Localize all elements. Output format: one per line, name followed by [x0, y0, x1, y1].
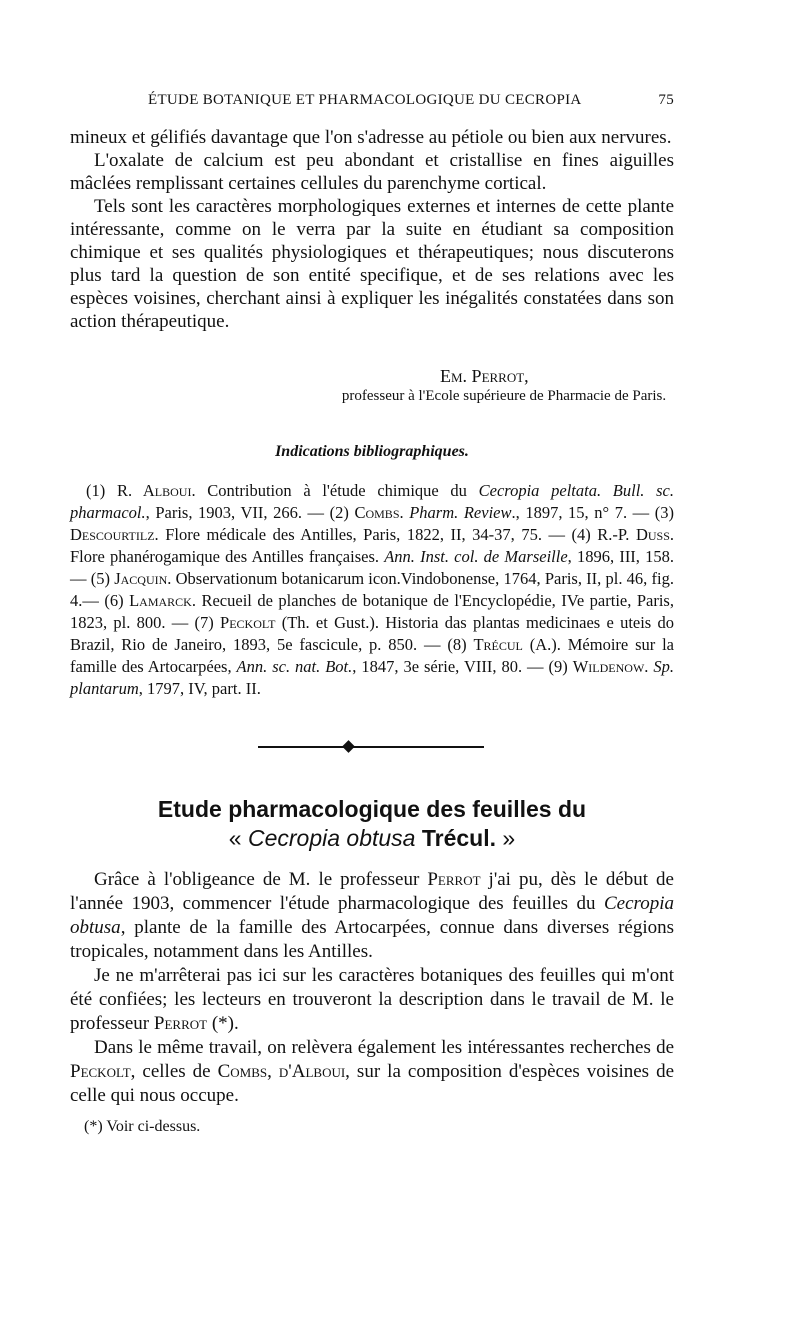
paragraph — [70, 1036, 674, 1108]
paragraph: L'oxalate de calcium est peu abondant et cristallise en fines aiguilles mâclées remplissant certaines cellules du parenchyme cortical. — [70, 150, 674, 194]
text-run: , plante de la famille des Artocarpées, connue dans diverses régions tropicales, notamment dans les Antilles. — [70, 917, 674, 962]
signature-role: professeur à l'Ecole supérieure de Pharmacie de Paris. — [341, 388, 667, 404]
text-run: j'ai pu, dès le début de l'année 1903, commencer l'étude pharmacologique des feuilles du — [70, 869, 674, 914]
text-run: Grâce à l'obligeance de M. le professeur — [94, 869, 428, 890]
text-run: ., 1897, 15, n° 7. — (3) — [511, 503, 674, 522]
name-run: Perrot — [153, 1013, 208, 1034]
divider-rule — [258, 746, 484, 748]
name-run: Descourtilz — [70, 525, 155, 544]
open-quote: « — [228, 825, 248, 851]
body-continuation — [70, 126, 674, 333]
section-body — [70, 868, 674, 1108]
name-run: Combs — [354, 503, 400, 522]
paragraph — [70, 964, 674, 1036]
section-title: Etude pharmacologique des feuilles du — [157, 796, 587, 822]
name-run: Perrot — [427, 869, 481, 890]
text-run: , Paris, 1903, VII, 266. — (2) — [145, 503, 355, 522]
name-run: Peckolt — [220, 613, 276, 632]
references-paragraph — [70, 480, 674, 700]
name-run: Combs — [217, 1061, 268, 1082]
section-divider-ornament — [258, 742, 484, 752]
text-run: . — [644, 657, 654, 676]
text-run: , celles de — [130, 1061, 218, 1082]
close-quote: » — [496, 825, 516, 851]
text-run: , 1896, III, 158. — (5) — [70, 547, 675, 588]
bibliography-heading: Indications bibliographiques. — [275, 443, 469, 460]
italic-run: Sp. plantarum — [70, 657, 674, 698]
italic-run: Cecropia peltata. Bull. sc. pharmacol. — [70, 481, 674, 522]
paragraph: mineux et gélifiés davantage que l'on s'adresse au pétiole ou bien aux nervures. — [70, 127, 672, 148]
signature-name: Em. Perrot, — [440, 366, 529, 386]
name-run: Jacquin — [114, 569, 168, 588]
page-number: 75 — [658, 92, 674, 108]
italic-run: Ann. Inst. col. de Marseille — [384, 547, 568, 566]
text-run: . Flore médicale des Antilles, Paris, 1822, II, 34-37, 75. — (4) R.-P. — [154, 525, 636, 544]
section-subtitle — [70, 824, 674, 852]
text-run: , — [267, 1061, 279, 1082]
name-run: Duss — [635, 525, 670, 544]
running-title: ÉTUDE BOTANIQUE ET PHARMACOLOGIQUE DU CECROPIA — [148, 92, 582, 108]
text-run: Dans le même travail, on relèvera également les intéressantes recherches de — [94, 1037, 674, 1058]
author-name: Trécul. — [415, 825, 497, 851]
text-run: . Observationum botanicarum icon.Vindobonense, 1764, Paris, II, pl. 46, fig. 4.— (6) — [70, 569, 674, 610]
text-run: Je ne m'arrêterai pas ici sur les caractères botaniques des feuilles qui m'ont été confiées; les lecteurs en trouveront la description dans le travail de M. le professeur — [70, 965, 674, 1034]
italic-run: Cecropia obtusa — [70, 893, 674, 938]
name-run: Trécul — [473, 635, 523, 654]
text-run: , 1797, IV, part. II. — [138, 679, 261, 698]
name-run: Wildenow — [572, 657, 645, 676]
bibliography-references — [70, 480, 674, 700]
paragraph — [70, 868, 674, 964]
italic-run: Pharm. Review — [409, 503, 512, 522]
text-run: (Th. et Gust.). Historia das plantas medicinaes e uteis do Brazil, Rio de Janeiro, 1893, 5e fascicule, p. 850. — (8) — [70, 613, 674, 654]
text-run: , 1847, 3e série, VIII, 80. — (9) — [352, 657, 573, 676]
paragraph: Tels sont les caractères morphologiques externes et internes de cette plante intéressante, comme on le verra par la suite en étudiant sa composition chimique et ses qualités physiologiques et thérapeutiques; nous discuterons plus tard la question de son entité specifique, et de ses relations avec les espèces voisines, cherchant ainsi à expliquer les inégalités constatées dans son action thérapeutique. — [70, 196, 674, 332]
name-run: d'Alboui — [278, 1061, 346, 1082]
text-run: . — [399, 503, 410, 522]
text-run: (1) — [86, 481, 117, 500]
species-name: Cecropia obtusa — [247, 825, 416, 851]
text-run: (A.). Mémoire sur la famille des Artocarpées, — [70, 635, 674, 676]
italic-run: Ann. sc. nat. Bot. — [236, 657, 353, 676]
text-run: . Recueil de planches de botanique de l'Encyclopédie, IVe partie, Paris, 1823, pl. 800. — (7) — [70, 591, 674, 632]
text-run: . Flore phanérogamique des Antilles françaises. — [70, 525, 674, 566]
text-run: . Contribution à l'étude chimique du — [191, 481, 479, 500]
name-run: Peckolt — [70, 1061, 131, 1082]
name-run: R. Alboui — [116, 481, 192, 500]
name-run: Lamarck — [129, 591, 192, 610]
text-run: , sur la composition d'espèces voisines de celle qui nous occupe. — [70, 1061, 675, 1106]
footnote: (*) Voir ci-dessus. — [84, 1118, 201, 1135]
text-run: (*). — [207, 1013, 239, 1034]
diamond-ornament-icon — [342, 740, 355, 753]
